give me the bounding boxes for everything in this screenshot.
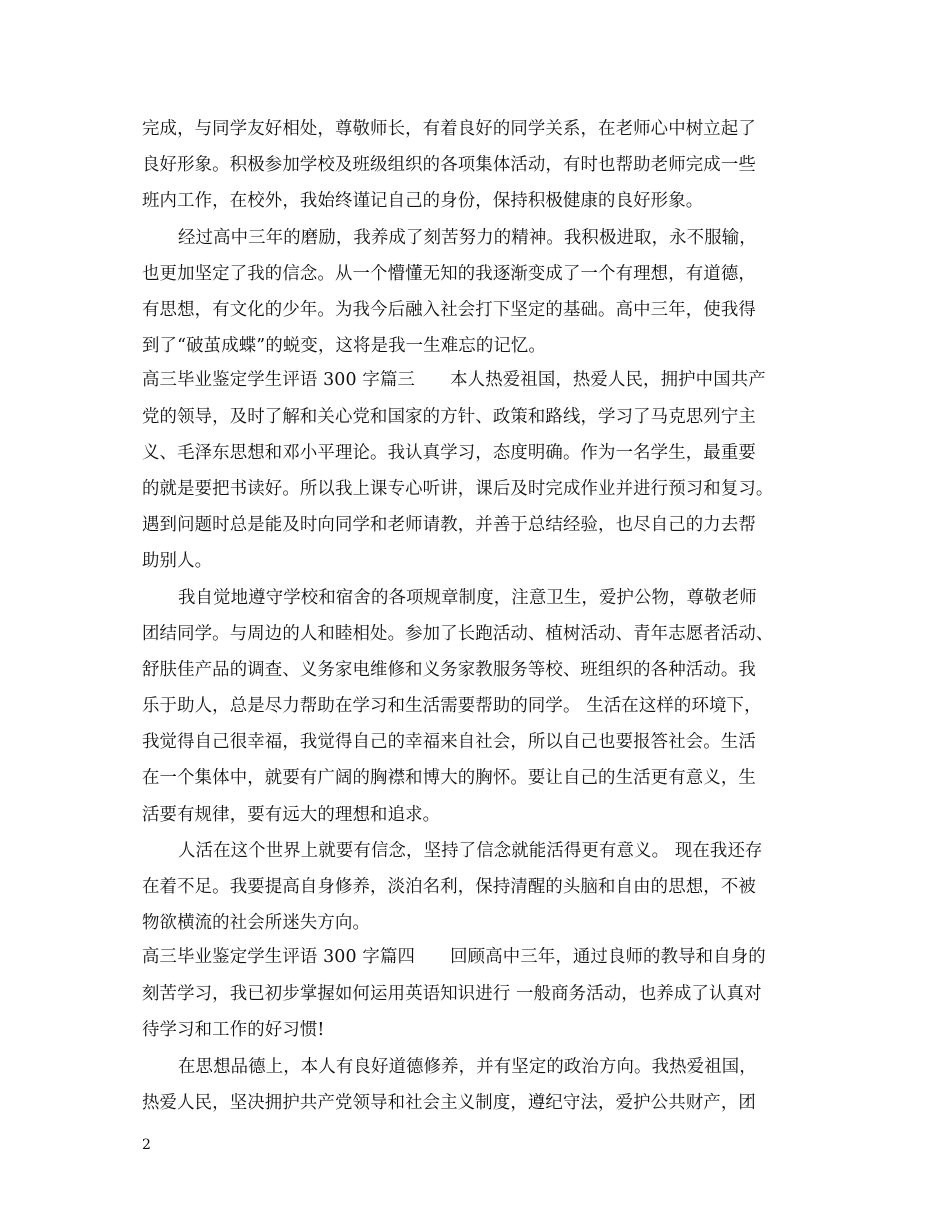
text-line: 党的领导，及时了解和关心党和国家的方针、政策和路线，学习了马克思列宁主 [142, 407, 756, 427]
paragraph-first-line: 经过高中三年的磨励，我养成了刻苦努力的精神。我积极进取，永不服输， [178, 228, 757, 248]
text-line: 也更加坚定了我的信念。从一个懵懂无知的我逐渐变成了一个有理想，有道德， [142, 264, 756, 284]
text-line: 义、毛泽东思想和邓小平理论。我认真学习，态度明确。作为一名学生，最重要 [142, 443, 756, 463]
section-heading-line: 高三毕业鉴定学生评语 300 字篇三 本人热爱祖国，热爱人民，拥护中国共产 [142, 370, 766, 390]
text-line: 班内工作，在校外，我始终谨记自己的身份，保持积极健康的良好形象。 [142, 191, 704, 211]
text-line: 我觉得自己很幸福，我觉得自己的幸福来自社会，所以自己也要报答社会。生活 [142, 732, 756, 752]
text-line: 良好形象。积极参加学校及班级组织的各项集体活动，有时也帮助老师完成一些 [142, 155, 756, 175]
text-line: 的就是要把书读好。所以我上课专心听讲，课后及时完成作业并进行预习和复习。 [142, 479, 774, 499]
text-line: 舒肤佳产品的调查、义务家电维修和义务家教服务等校、班组织的各种活动。我 [142, 660, 756, 680]
text-line: 到了“破茧成蝶”的蜕变，这将是我一生难忘的记忆。 [142, 336, 546, 356]
text-line: 有思想，有文化的少年。为我今后融入社会打下坚定的基础。高中三年，使我得 [142, 300, 756, 320]
text-line: 完成，与同学友好相处，尊敬师长，有着良好的同学关系，在老师心中树立起了 [142, 119, 756, 139]
text-line: 遇到问题时总是能及时向同学和老师请教，并善于总结经验，也尽自己的力去帮 [142, 515, 756, 535]
text-line: 助别人。 [142, 551, 213, 571]
paragraph-first-line: 在思想品德上，本人有良好道德修养，并有坚定的政治方向。我热爱祖国， [178, 1057, 757, 1077]
text-line: 待学习和工作的好习惯! [142, 1020, 325, 1040]
text-line: 团结同学。与周边的人和睦相处。参加了长跑活动、植树活动、青年志愿者活动、 [142, 624, 774, 644]
text-line: 物欲横流的社会所迷失方向。 [142, 913, 371, 933]
text-line: 刻苦学习，我已初步掌握如何运用英语知识进行 一般商务活动，也养成了认真对 [142, 984, 762, 1004]
text-line: 在一个集体中，就要有广阔的胸襟和博大的胸怀。要让自己的生活更有意义，生 [142, 768, 756, 788]
text-line: 活要有规律，要有远大的理想和追求。 [142, 805, 441, 825]
text-line: 乐于助人，总是尽力帮助在学习和生活需要帮助的同学。 生活在这样的环境下， [142, 696, 762, 716]
paragraph-first-line: 我自觉地遵守学校和宿舍的各项规章制度，注意卫生，爱护公物，尊敬老师 [178, 588, 757, 608]
section-heading-line: 高三毕业鉴定学生评语 300 字篇四 回顾高中三年，通过良师的教导和自身的 [142, 947, 766, 967]
text-line: 热爱人民，坚决拥护共产党领导和社会主义制度，遵纪守法，爱护公共财产，团 [142, 1093, 756, 1113]
paragraph-first-line: 人活在这个世界上就要有信念，坚持了信念就能活得更有意义。 现在我还存 [178, 841, 763, 861]
page-number: 2 [142, 1137, 151, 1153]
text-line: 在着不足。我要提高自身修养，淡泊名利，保持清醒的头脑和自由的思想，不被 [142, 877, 756, 897]
